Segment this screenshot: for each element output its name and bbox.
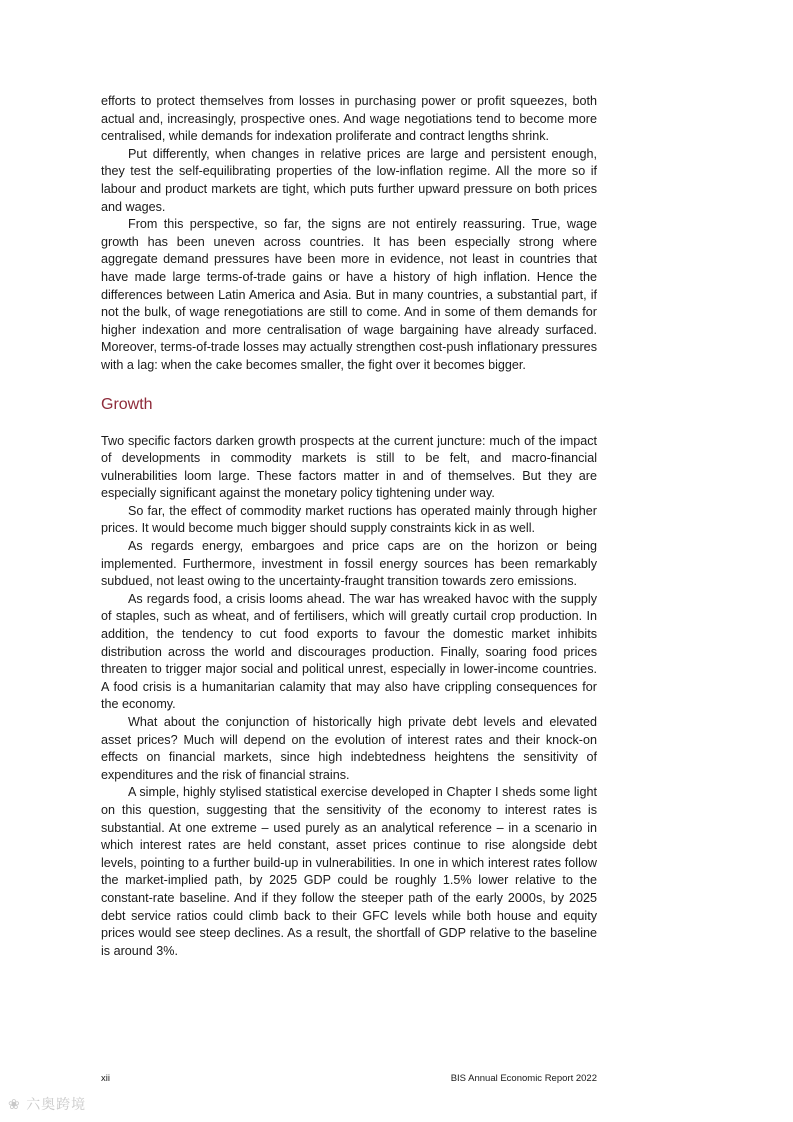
body-paragraph: A simple, highly stylised statistical exercise developed in Chapter I sheds some light on this question, suggesting that the sensitivity of the economy to interest rates is substantial. At one extreme – used purely as an analytical reference – in a scenario in which interest rates are held constant, asset prices continue to rise alongside debt levels, pointing to a further build-up in vulnerabilities. In one in which interest rates follow the market-implied path, by 2025 GDP could be roughly 1.5% lower relative to the constant-rate baseline. And if they follow the steeper path of the early 2000s, by 2025 debt service ratios could climb back to their GFC levels while both house and equity prices would see steep declines. As a result, the shortfall of GDP relative to the baseline is around 3%.	[101, 785, 597, 958]
publication-title: BIS Annual Economic Report 2022	[450, 1073, 597, 1084]
section-heading-growth: Growth	[101, 395, 153, 413]
watermark-logo	[8, 1096, 86, 1114]
document-page	[101, 93, 597, 960]
body-paragraph: Two specific factors darken growth prospects at the current juncture: much of the impact of developments in commodity markets is still to be felt, and macro-financial vulnerabilities loom large. These factors matter in and of themselves. But they are especially significant against the monetary policy tightening under way.	[101, 433, 597, 501]
watermark-icon: ❀	[8, 1097, 21, 1113]
body-paragraph: Put differently, when changes in relative prices are large and persistent enough, they test the self-equilibrating properties of the low-inflation regime. All the more so if labour and product markets are tight, which puts further upward pressure on both prices and wages.	[101, 146, 597, 214]
body-paragraph: So far, the effect of commodity market ructions has operated mainly through higher prices. It would become much bigger should supply constraints kick in as well.	[101, 503, 597, 536]
body-paragraph: As regards food, a crisis looms ahead. The war has wreaked havoc with the supply of staples, such as wheat, and of fertilisers, which will greatly curtail crop production. In addition, the tendency to cut food exports to favour the domestic market inhibits distribution across the world and discourages production. Finally, soaring food prices threaten to trigger major social and political unrest, especially in lower-income countries. A food crisis is a humanitarian calamity that may also have crippling consequences for the economy.	[101, 591, 597, 712]
body-paragraph: efforts to protect themselves from losses in purchasing power or profit squeezes, both actual and, increasingly, prospective ones. And wage negotiations tend to become more centralised, while demands for indexation proliferate and contract lengths shrink.	[101, 94, 597, 144]
body-paragraph: What about the conjunction of historically high private debt levels and elevated asset prices? Much will depend on the evolution of interest rates and their knock-on effects on financial markets, since high indebtedness heightens the sensitivity of expenditures and the risk of financial strains.	[101, 715, 597, 782]
body-paragraph: From this perspective, so far, the signs are not entirely reassuring. True, wage growth has been uneven across countries. It has been especially strong where aggregate demand pressures have been more in evidence, not least in countries that have made large terms-of-trade gains or have a history of high inflation. Hence the differences between Latin America and Asia. But in many countries, a substantial part, if not the bulk, of wage renegotiations are still to come. And in some of them demands for higher indexation and more centralisation of wage bargaining have already surfaced. Moreover, terms-of-trade losses may actually strengthen cost-push inflationary pressures with a lag: when the cake becomes smaller, the fight over it becomes bigger.	[101, 217, 597, 372]
watermark-text: 六奥跨境	[26, 1097, 87, 1113]
body-paragraph: As regards energy, embargoes and price caps are on the horizon or being implemented. Furthermore, investment in fossil energy sources has been remarkably subdued, not least owing to the uncertainty-fraught transition towards zero emissions.	[101, 539, 597, 589]
page-number: xii	[101, 1073, 110, 1084]
